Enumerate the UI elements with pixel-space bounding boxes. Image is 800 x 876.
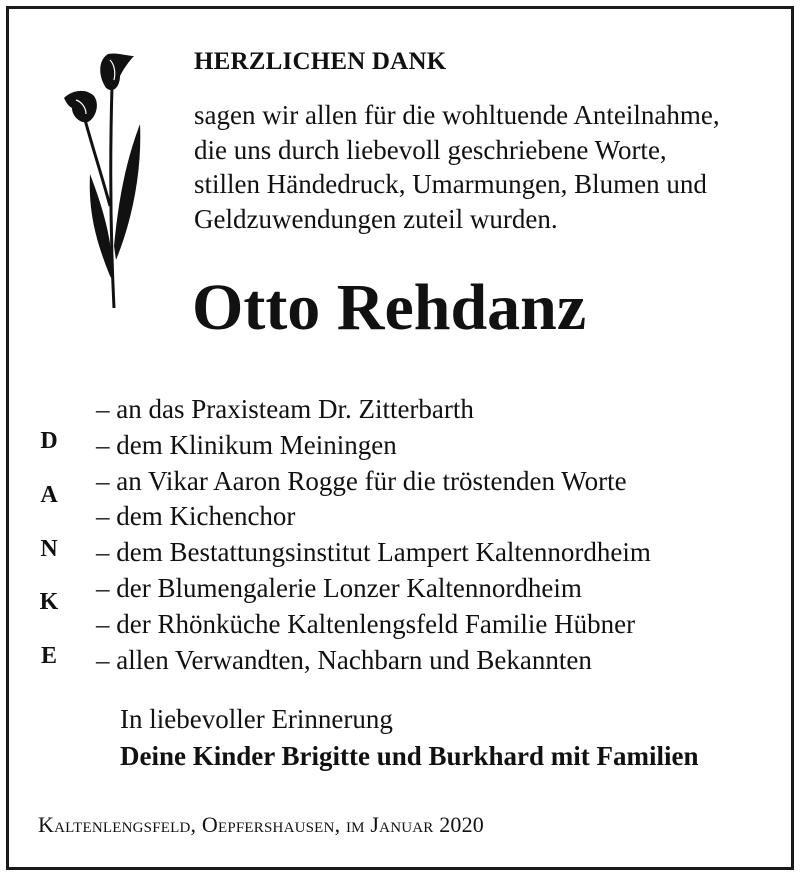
list-item: – allen Verwandten, Nachbarn und Bekannten xyxy=(96,644,592,675)
place-date-footer: Kaltenlengsfeld, Oepfershausen, im Januar 2020 xyxy=(38,812,485,837)
list-item: – der Rhönküche Kaltenlengsfeld Familie Hübner xyxy=(96,608,636,639)
danke-letter: D xyxy=(40,428,58,454)
danke-letter: E xyxy=(40,643,57,670)
danke-letter: K xyxy=(39,589,59,616)
list-item: – an das Praxisteam Dr. Zitterbarth xyxy=(96,394,474,424)
intro-text xyxy=(194,98,784,236)
intro-line: sagen wir allen für die wohltuende Anteilnahme, xyxy=(194,100,720,130)
intro-line: die uns durch liebevoll geschriebene Worte, xyxy=(194,134,667,165)
danke-vertical xyxy=(36,428,62,697)
closing-line: In liebevoller Erinnerung xyxy=(120,704,393,734)
signature: Deine Kinder Brigitte und Burkhard mit Familien xyxy=(120,741,699,771)
deceased-name: Otto Rehdanz xyxy=(192,271,587,344)
list-item: – an Vikar Aaron Rogge für die tröstenden Worte xyxy=(96,465,627,496)
danke-letter: N xyxy=(40,535,58,562)
list-item: – dem Kichenchor xyxy=(96,501,296,532)
list-item: – der Blumengalerie Lonzer Kaltennordheim xyxy=(96,572,582,603)
calla-lily-icon xyxy=(58,46,148,316)
danke-letter: A xyxy=(40,481,58,508)
intro-line: Geldzuwendungen zuteil wurden. xyxy=(194,203,558,234)
intro-line: stillen Händedruck, Umarmungen, Blumen und xyxy=(194,169,707,199)
list-item: – dem Klinikum Meiningen xyxy=(96,429,397,460)
thanks-list xyxy=(96,392,651,678)
notice-heading: HERZLICHEN DANK xyxy=(194,48,447,75)
list-item: – dem Bestattungsinstitut Lampert Kaltennordheim xyxy=(96,537,651,568)
